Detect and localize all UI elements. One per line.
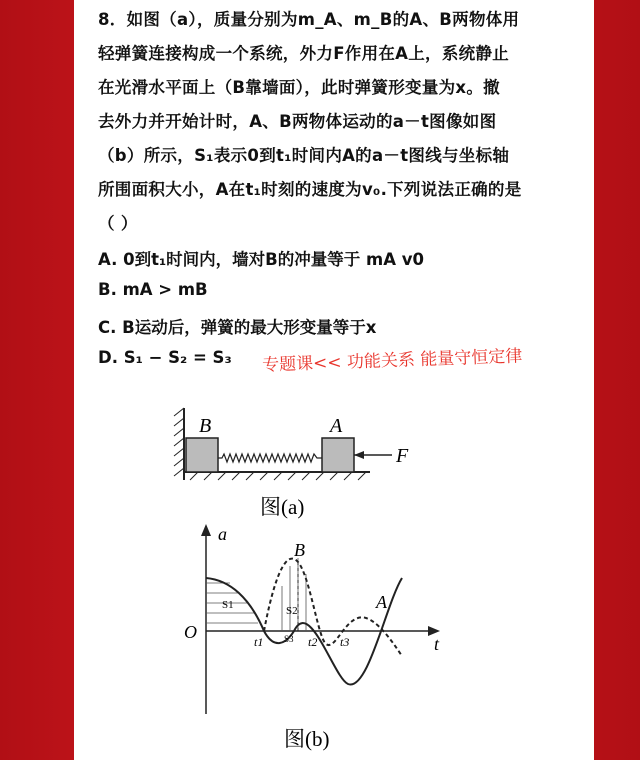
caption-a: 图(a) [260, 495, 305, 519]
label-f: F [396, 445, 409, 467]
area-s2 [282, 558, 306, 631]
question-line-5: （b）所示，S₁表示0到t₁时间内A的a－t图线与坐标轴 [98, 146, 510, 165]
label-b: B [199, 415, 212, 437]
s2-label: S2 [286, 605, 298, 617]
x-axis-label: t [434, 634, 440, 654]
t1-label: t1 [254, 635, 264, 649]
question-line-3: 在光滑水平面上（B靠墙面），此时弹簧形变量为x。撤 [98, 78, 500, 97]
curve-b-label: B [294, 540, 305, 560]
spring [218, 454, 322, 462]
caption-b: 图(b) [284, 727, 330, 751]
y-axis-arrow [201, 524, 211, 536]
option-b: B. mA > mB [98, 280, 208, 299]
s3-label: S3 [284, 634, 294, 644]
block-b [186, 438, 218, 472]
figure-b [170, 518, 460, 754]
answer-blank: （ ） [98, 214, 138, 233]
option-a: A. 0到t₁时间内，墙对B的冲量等于 mA v0 [98, 250, 424, 269]
t2-label: t2 [308, 635, 318, 649]
curve-a-label: A [376, 592, 387, 612]
s1-label: S1 [222, 599, 234, 611]
label-a: A [330, 415, 343, 437]
figure-a [170, 400, 430, 530]
y-axis-label: a [218, 524, 227, 544]
origin-label: O [184, 622, 197, 642]
handwritten-note: 专题课<< 功能关系 能量守恒定律 [261, 346, 523, 376]
question-line-2: 轻弹簧连接构成一个系统，外力F作用在A上，系统静止 [98, 44, 510, 63]
question-line-4: 去外力并开始计时，A、B两物体运动的a－t图像如图 [98, 112, 497, 131]
force-arrow-head [354, 451, 364, 459]
block-a [322, 438, 354, 472]
t3-label: t3 [340, 635, 350, 649]
floor-hatching [190, 472, 366, 480]
option-d: D. S₁ − S₂ = S₃ [98, 348, 232, 367]
question-line-6: 所围面积大小，A在t₁时刻的速度为v₀.下列说法正确的是 [98, 180, 522, 199]
option-c: C. B运动后，弹簧的最大形变量等于x [98, 318, 377, 337]
question-line-1: 8．如图（a），质量分别为m_A、m_B的A、B两物体用 [98, 10, 520, 29]
wall-hatching [174, 408, 184, 476]
curve-a-part1 [206, 578, 294, 643]
